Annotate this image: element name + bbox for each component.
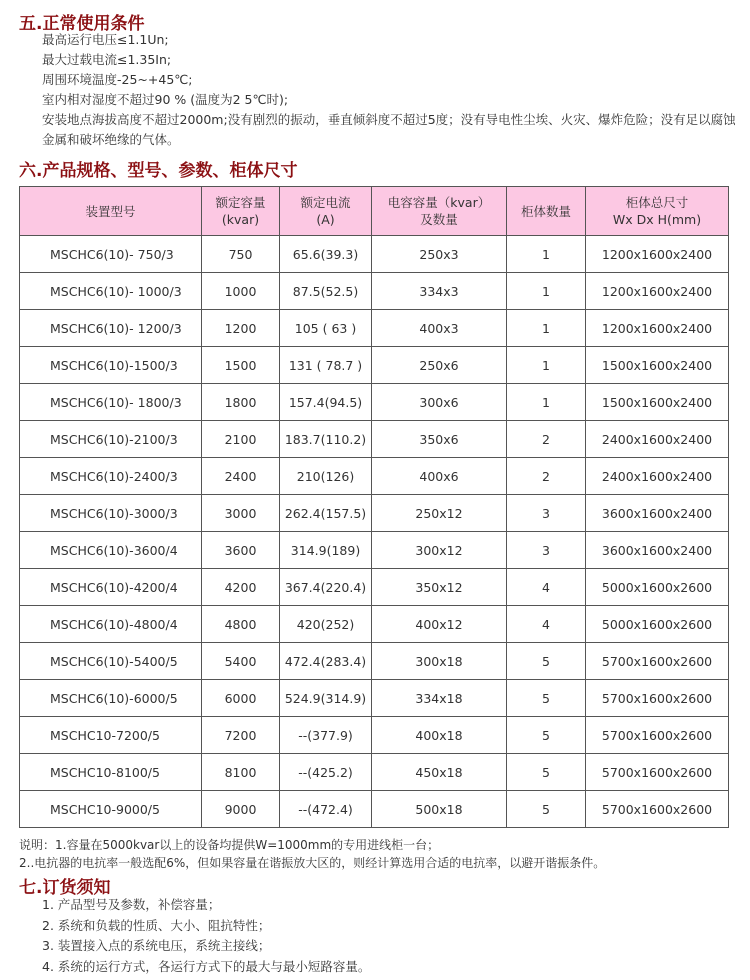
column-header-text: 电容容量（kvar）	[387, 195, 491, 210]
table-cell: 300x18	[372, 643, 507, 680]
table-cell: MSCHC6(10)- 1200/3	[20, 310, 202, 347]
column-header	[20, 187, 202, 236]
table-cell: --(377.9)	[280, 717, 372, 754]
table-row	[20, 569, 729, 606]
table-cell: 5	[507, 643, 586, 680]
table-cell: 65.6(39.3)	[280, 236, 372, 273]
table-cell: 1200	[202, 310, 280, 347]
table-cell: --(472.4)	[280, 791, 372, 828]
table-cell: 3600x1600x2400	[586, 532, 729, 569]
table-cell: 5000x1600x2600	[586, 569, 729, 606]
table-cell: --(425.2)	[280, 754, 372, 791]
table-cell: 1	[507, 384, 586, 421]
table-row	[20, 310, 729, 347]
table-cell: 6000	[202, 680, 280, 717]
table-row	[20, 273, 729, 310]
table-cell: 500x18	[372, 791, 507, 828]
column-header-text: 柜体数量	[520, 203, 571, 219]
table-cell: MSCHC6(10)-4800/4	[20, 606, 202, 643]
table-cell: 157.4(94.5)	[280, 384, 372, 421]
table-cell: 1	[507, 310, 586, 347]
table-cell: 472.4(283.4)	[280, 643, 372, 680]
table-cell: 400x18	[372, 717, 507, 754]
table-cell: MSCHC6(10)-3000/3	[20, 495, 202, 532]
section-7-text	[42, 895, 370, 977]
table-cell: 1000	[202, 273, 280, 310]
column-header-text: 柜体总尺寸	[625, 195, 689, 210]
table-cell: 1200x1600x2400	[586, 236, 729, 273]
table-cell: 3	[507, 532, 586, 569]
column-header-text: (A)	[316, 212, 335, 227]
table-cell: 3000	[202, 495, 280, 532]
table-cell: 262.4(157.5)	[280, 495, 372, 532]
order-item: 3. 装置接入点的系统电压，系统主接线；	[42, 938, 271, 953]
order-item: 1. 产品型号及参数，补偿容量；	[42, 897, 221, 912]
table-cell: 400x6	[372, 458, 507, 495]
table-cell: MSCHC6(10)-3600/4	[20, 532, 202, 569]
table-row	[20, 495, 729, 532]
table-header	[20, 187, 729, 236]
note-line: 说明：1.容量在5000kvar以上的设备均提供W=1000mm的专用进线柜一台；	[19, 838, 440, 852]
table-cell: 3600x1600x2400	[586, 495, 729, 532]
column-header-text: 及数量	[420, 212, 458, 227]
table-cell: 1500x1600x2400	[586, 347, 729, 384]
table-cell: 400x12	[372, 606, 507, 643]
table-cell: 105 ( 63 )	[280, 310, 372, 347]
table-cell: 5700x1600x2600	[586, 791, 729, 828]
section-5-title: 五.正常使用条件	[19, 14, 145, 34]
table-row	[20, 347, 729, 384]
table-cell: 1500x1600x2400	[586, 384, 729, 421]
column-header	[280, 187, 372, 236]
condition-line: 最大过载电流≤1.35In;	[42, 52, 172, 67]
table-cell: 2100	[202, 421, 280, 458]
table-row	[20, 458, 729, 495]
table-cell: 350x6	[372, 421, 507, 458]
table-row	[20, 606, 729, 643]
table-row	[20, 717, 729, 754]
table-cell: 750	[202, 236, 280, 273]
table-cell: 250x6	[372, 347, 507, 384]
table-row	[20, 384, 729, 421]
table-cell: 1500	[202, 347, 280, 384]
notes	[19, 836, 605, 872]
condition-line: 最高运行电压≤1.1Un;	[42, 32, 169, 47]
table-row	[20, 421, 729, 458]
section-6-title: 六.产品规格、型号、参数、柜体尺寸	[19, 161, 298, 181]
table-cell: 5700x1600x2600	[586, 717, 729, 754]
order-item: 2. 系统和负载的性质、大小、阻抗特性；	[42, 917, 271, 933]
table-cell: 350x12	[372, 569, 507, 606]
spec-table	[19, 186, 729, 828]
table-cell: MSCHC6(10)-1500/3	[20, 347, 202, 384]
table-cell: 5	[507, 791, 586, 828]
table-cell: 300x6	[372, 384, 507, 421]
table-cell: 5	[507, 680, 586, 717]
table-cell: 5700x1600x2600	[586, 754, 729, 791]
table-cell: 1	[507, 236, 586, 273]
table-cell: 4	[507, 569, 586, 606]
table-row	[20, 532, 729, 569]
table-cell: MSCHC6(10)-6000/5	[20, 680, 202, 717]
table-cell: MSCHC6(10)-2400/3	[20, 458, 202, 495]
table-cell: 5400	[202, 643, 280, 680]
table-row	[20, 643, 729, 680]
table-cell: 250x3	[372, 236, 507, 273]
column-header	[202, 187, 280, 236]
table-cell: 5	[507, 717, 586, 754]
table-cell: 2400	[202, 458, 280, 495]
condition-line: 室内相对湿度不超过90 % (温度为2 5℃时);	[42, 92, 289, 107]
table-cell: 5	[507, 754, 586, 791]
section-5-text	[42, 30, 736, 150]
table-cell: 314.9(189)	[280, 532, 372, 569]
table-cell: 1200x1600x2400	[586, 273, 729, 310]
condition-line: 周围环境温度-25~+45℃;	[42, 72, 193, 87]
table-cell: MSCHC6(10)-2100/3	[20, 421, 202, 458]
table-cell: 1200x1600x2400	[586, 310, 729, 347]
table-cell: 334x18	[372, 680, 507, 717]
table-cell: 2	[507, 421, 586, 458]
table-row	[20, 680, 729, 717]
column-header-text: 装置型号	[85, 203, 136, 219]
table-cell: 2	[507, 458, 586, 495]
column-header	[372, 187, 507, 236]
condition-line: 安装地点海拔高度不超过2000m;没有剧烈的振动，垂直倾斜度不超过5度；没有导电性尘埃、火灾、爆炸危险；没有足以腐蚀	[42, 112, 736, 127]
table-cell: 4	[507, 606, 586, 643]
table-cell: 250x12	[372, 495, 507, 532]
table-cell: 4800	[202, 606, 280, 643]
table-cell: 1	[507, 347, 586, 384]
column-header	[507, 187, 586, 236]
table-cell: MSCHC10-9000/5	[20, 791, 202, 828]
column-header-text: 额定电流	[300, 195, 351, 210]
table-row	[20, 236, 729, 273]
table-cell: 450x18	[372, 754, 507, 791]
table-cell: MSCHC6(10)-5400/5	[20, 643, 202, 680]
table-cell: 4200	[202, 569, 280, 606]
table-cell: 1800	[202, 384, 280, 421]
table-row	[20, 754, 729, 791]
table-cell: 3600	[202, 532, 280, 569]
table-cell: 1	[507, 273, 586, 310]
table-cell: 524.9(314.9)	[280, 680, 372, 717]
column-header-text: (kvar)	[221, 212, 260, 227]
table-cell: 210(126)	[280, 458, 372, 495]
section-7-title: 七.订货须知	[19, 878, 111, 898]
table-cell: 367.4(220.4)	[280, 569, 372, 606]
order-item: 4. 系统的运行方式，各运行方式下的最大与最小短路容量。	[42, 958, 371, 974]
table-cell: 7200	[202, 717, 280, 754]
table-row	[20, 791, 729, 828]
table-cell: MSCHC10-8100/5	[20, 754, 202, 791]
table-cell: 334x3	[372, 273, 507, 310]
table-cell: 2400x1600x2400	[586, 458, 729, 495]
table-cell: 5700x1600x2600	[586, 643, 729, 680]
table-cell: 300x12	[372, 532, 507, 569]
column-header	[586, 187, 729, 236]
table-cell: 5700x1600x2600	[586, 680, 729, 717]
condition-line: 金属和破坏绝缘的气体。	[42, 132, 180, 147]
table-cell: 5000x1600x2600	[586, 606, 729, 643]
column-header-text: Wx Dx H(mm)	[612, 212, 702, 227]
table-cell: MSCHC6(10)- 1000/3	[20, 273, 202, 310]
table-cell: 87.5(52.5)	[280, 273, 372, 310]
table-cell: 183.7(110.2)	[280, 421, 372, 458]
table-cell: 8100	[202, 754, 280, 791]
table-cell: MSCHC10-7200/5	[20, 717, 202, 754]
table-cell: 420(252)	[280, 606, 372, 643]
column-header-text: 额定容量	[215, 195, 266, 210]
table-cell: 400x3	[372, 310, 507, 347]
note-line: 2..电抗器的电抗率一般选配6%，但如果容量在谐振放大区的，则经计算选用合适的电抗率，以避开谐振条件。	[19, 856, 606, 870]
table-cell: MSCHC6(10)- 1800/3	[20, 384, 202, 421]
table-cell: MSCHC6(10)- 750/3	[20, 236, 202, 273]
table-cell: 2400x1600x2400	[586, 421, 729, 458]
table-cell: 9000	[202, 791, 280, 828]
table-cell: 131 ( 78.7 )	[280, 347, 372, 384]
table-cell: 3	[507, 495, 586, 532]
table-cell: MSCHC6(10)-4200/4	[20, 569, 202, 606]
